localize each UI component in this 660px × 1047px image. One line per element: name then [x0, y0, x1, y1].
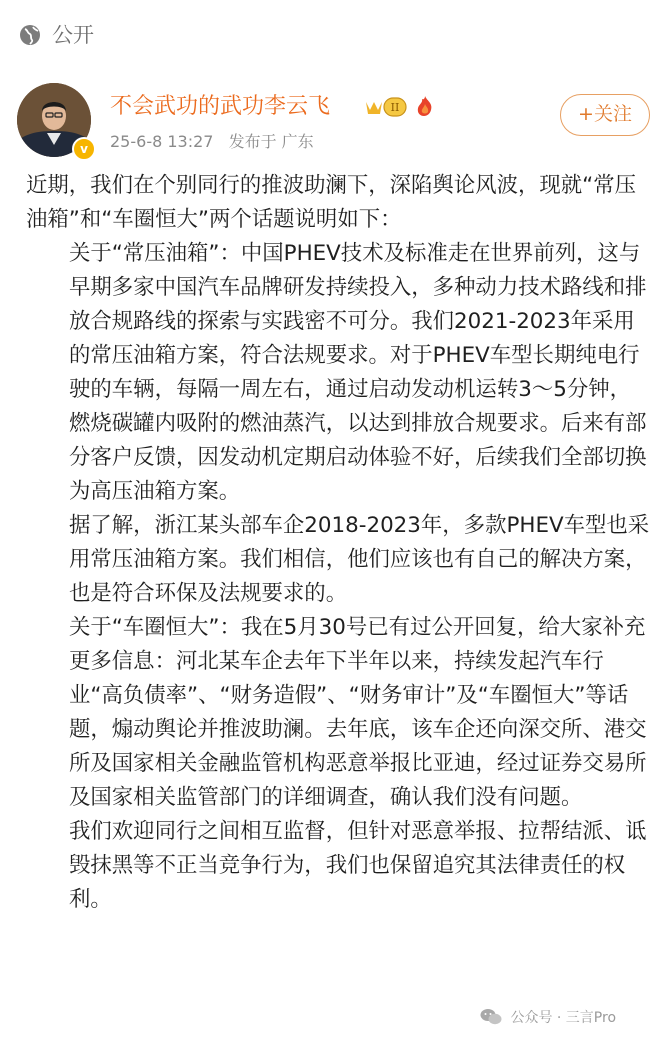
post-location: 发布于 广东 — [228, 132, 314, 151]
verified-badge-icon: v — [72, 137, 96, 161]
level-badge-text: II — [390, 101, 400, 114]
post-paragraph: 据了解，浙江某头部车企2018-2023年，多款PHEV车型也采用常压油箱方案。我们相信，他们应该也有自己的解决方案，也是符合环保及法规要求的。 — [69, 513, 650, 606]
author-name[interactable]: 不会武功的武功李云飞 — [110, 94, 331, 119]
post-date: 25-6-8 13:27 — [110, 132, 214, 151]
post-paragraph: 关于“车圈恒大”：我在5月30号已有过公开回复，给大家补充更多信息：河北某车企去年下半年以来，持续发起汽车行业“高负债率”、“财务造假”、“财务审计”及“车圈恒大”等话题，煽动舆论并推波助澜。去年底，该车企还向深交所、港交所及国家相关金融监管机构恶意举报比亚迪，经过证券交易所及国家相关监管部门的详细调查，确认我们没有问题。 — [69, 615, 647, 810]
post-visibility-bar — [0, 0, 660, 70]
post-body — [26, 169, 651, 917]
post-meta — [110, 130, 314, 154]
watermark — [480, 1005, 616, 1031]
follow-button[interactable]: +关注 — [560, 94, 650, 136]
flame-icon — [414, 94, 436, 118]
level-badge-icon — [364, 96, 408, 118]
globe-icon — [18, 23, 42, 47]
post-paragraph: 近期，我们在个别同行的推波助澜下，深陷舆论风波，现就“常压油箱”和“车圈恒大”两个话题说明如下： — [26, 173, 637, 232]
post-paragraph: 我们欢迎同行之间相互监督，但针对恶意举报、拉帮结派、诋毁抹黑等不正当竞争行为，我们也保留追究其法律责任的权利。 — [69, 819, 647, 912]
post-paragraph: 关于“常压油箱”：中国PHEV技术及标准走在世界前列，这与早期多家中国汽车品牌研发持续投入，多种动力技术路线和排放合规路线的探索与实践密不可分。我们2021-2023年采用的常压油箱方案，符合法规要求。对于PHEV车型长期纯电行驶的车辆，每隔一周左右，通过启动发动机运转3～5分钟，燃烧碳罐内吸附的燃油蒸汽，以达到排放合规要求。后来有部分客户反馈，因发动机定期启动体验不好，后续我们全部切换为高压油箱方案。 — [69, 241, 647, 504]
visibility-label: 公开 — [52, 23, 94, 47]
watermark-text: 公众号 · 三言Pro — [510, 1010, 617, 1026]
wechat-icon — [480, 1008, 502, 1026]
